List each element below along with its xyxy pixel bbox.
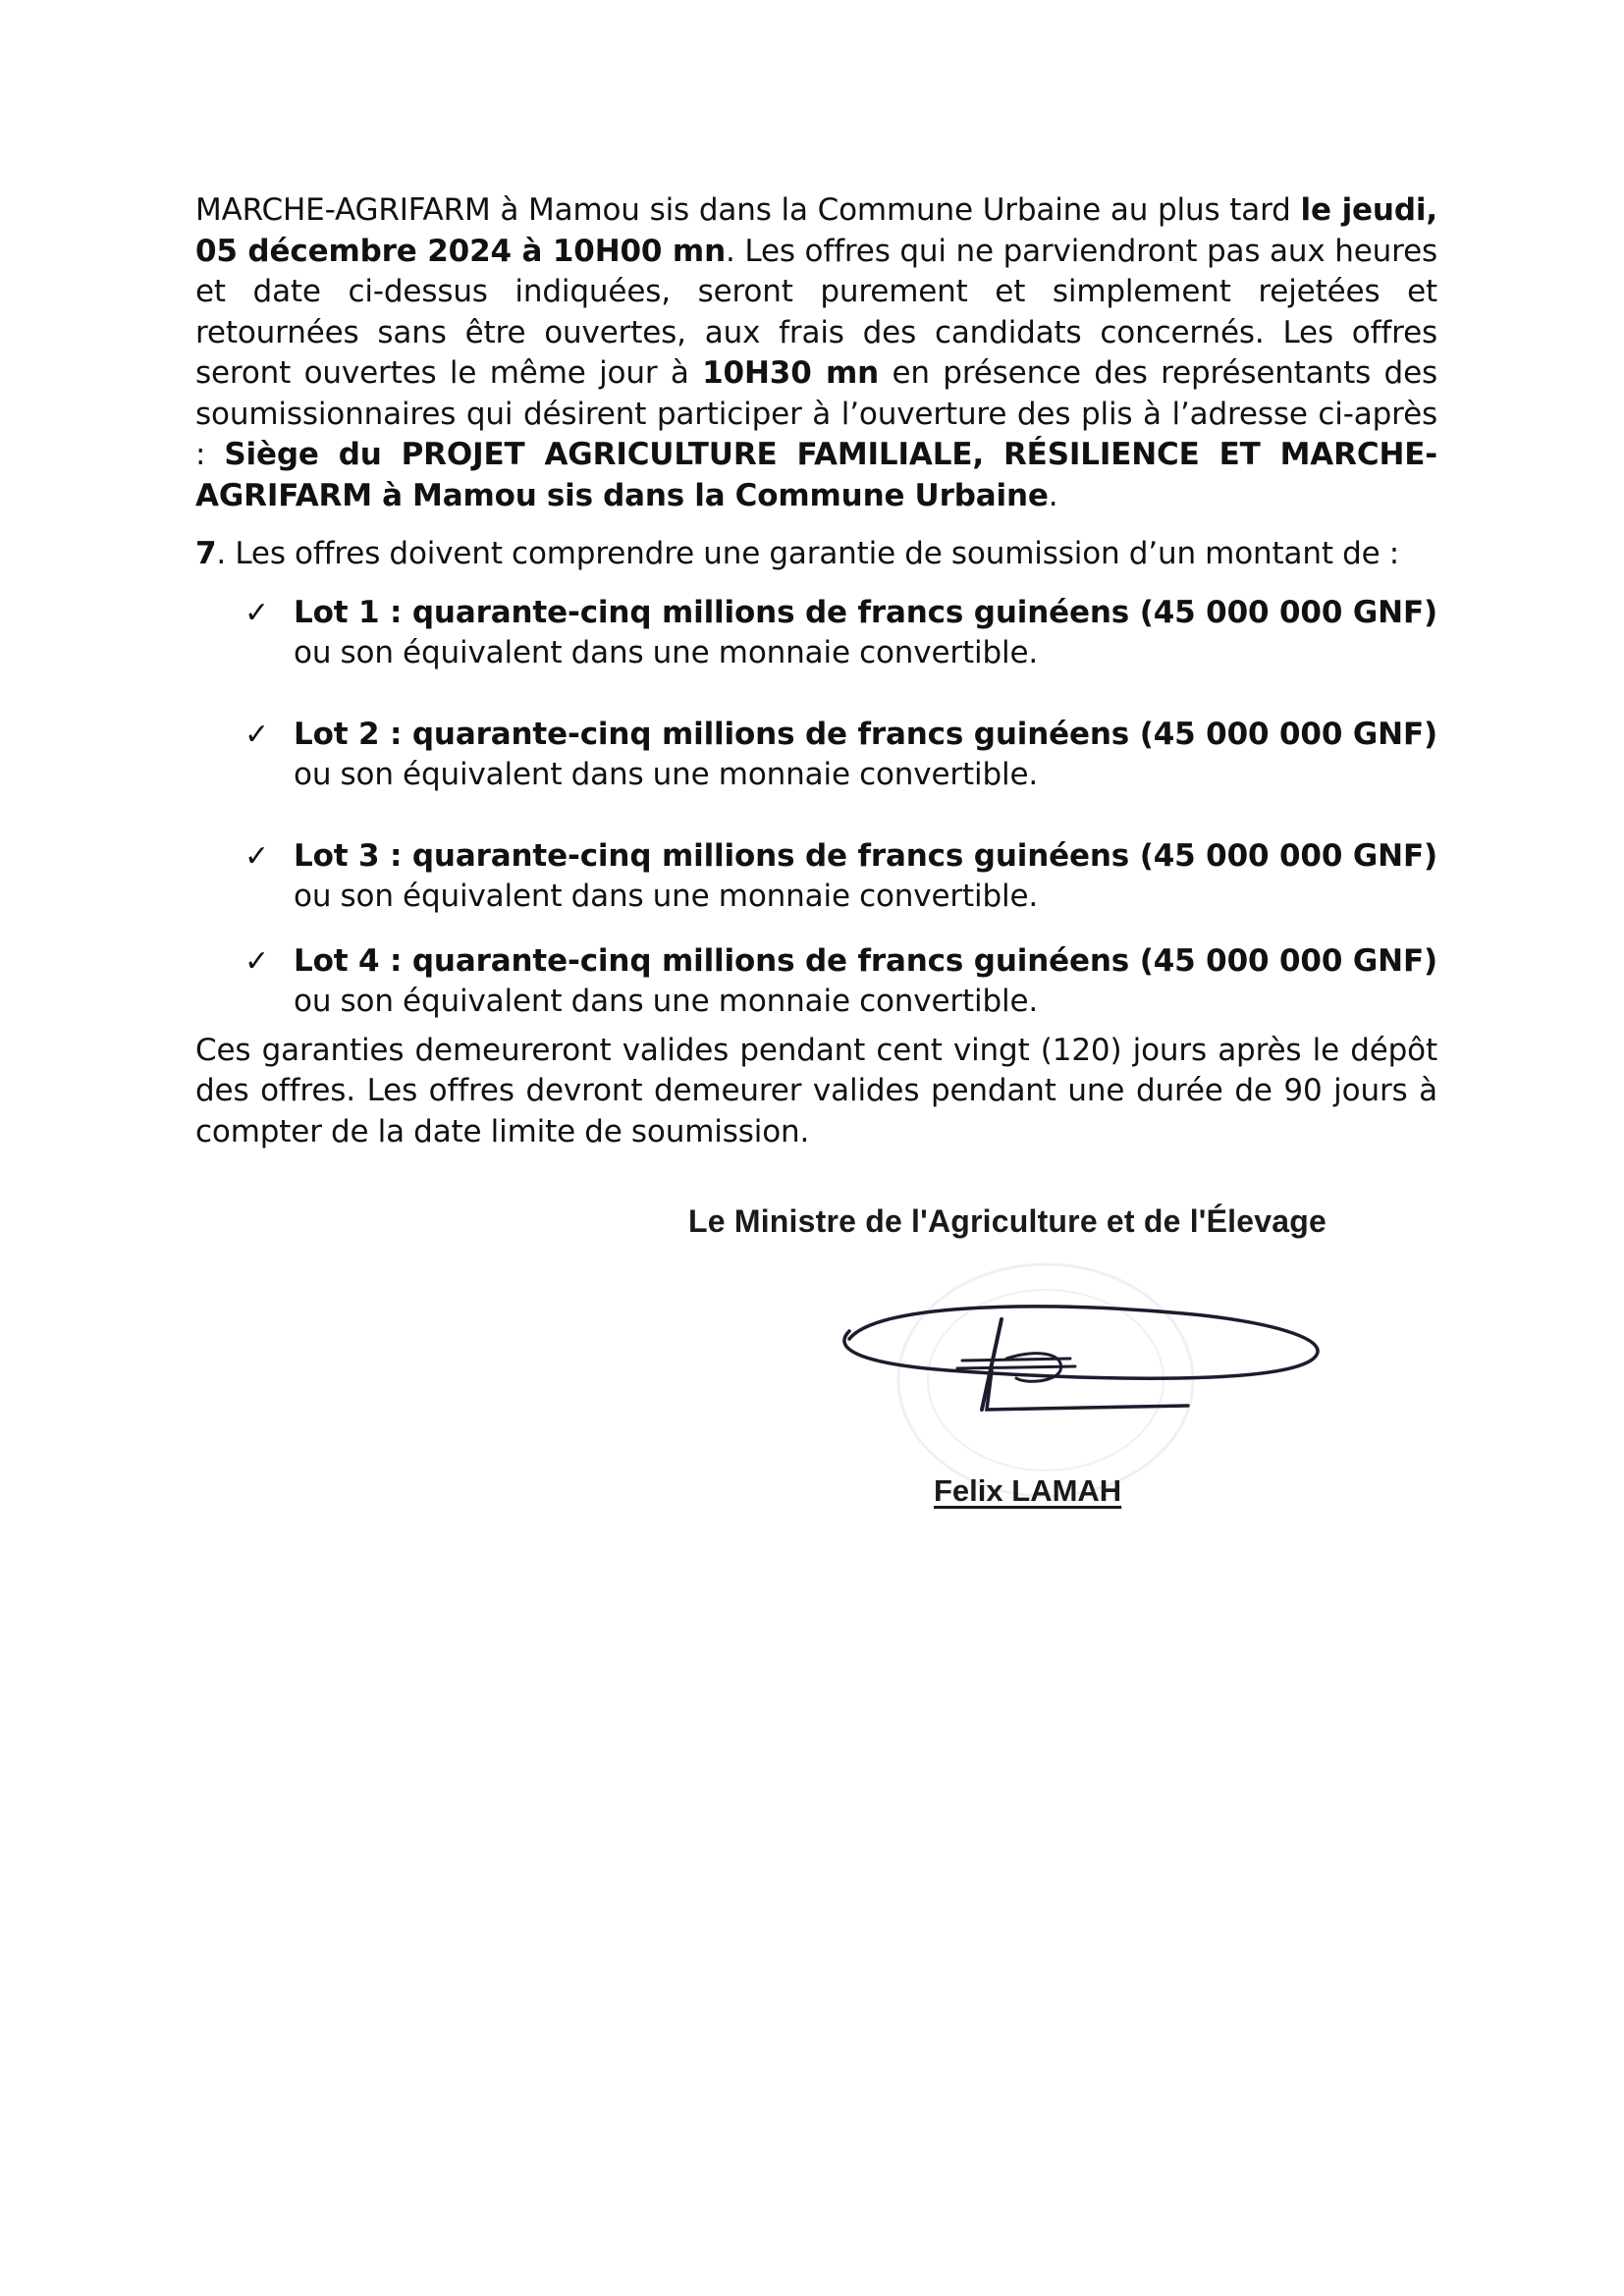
intro-paragraph bbox=[195, 190, 1437, 516]
intro-text-2: . Les offres qui ne parviendront pas aux heures et date ci-dessus indiquées, seront purement et simplement rejetées et retournées sans être ouvertes, aux frais des candidats concernés. Les offres seront ouvertes le même jour à bbox=[195, 233, 1437, 391]
intro-text-4: . bbox=[1048, 477, 1058, 513]
checkmark-icon: ✓ bbox=[244, 943, 270, 979]
intro-text-1: MARCHE-AGRIFARM à Mamou sis dans la Commune Urbaine au plus tard bbox=[195, 192, 1301, 228]
lot-amount: Lot 3 : quarante-cinq millions de francs guinéens (45 000 000 GNF) bbox=[294, 837, 1437, 874]
lot-amount: Lot 4 : quarante-cinq millions de francs guinéens (45 000 000 GNF) bbox=[294, 942, 1437, 979]
list-item-lot-3 bbox=[195, 836, 1437, 918]
lot-guarantee-list bbox=[195, 593, 1437, 1023]
closing-paragraph: Ces garanties demeureront valides pendant cent vingt (120) jours après le dépôt des offres. Les offres devront demeurer valides pendant une durée de 90 jours à compter de la date limite de soumission. bbox=[195, 1032, 1437, 1149]
lot-equivalent-text: ou son équivalent dans une monnaie convertible. bbox=[294, 757, 1039, 792]
checkmark-icon: ✓ bbox=[244, 717, 270, 752]
signature-block bbox=[682, 1203, 1350, 1527]
lot-amount: Lot 2 : quarante-cinq millions de francs guinéens (45 000 000 GNF) bbox=[294, 716, 1437, 752]
lot-equivalent-text: ou son équivalent dans une monnaie convertible. bbox=[294, 635, 1039, 670]
opening-address: Siège du PROJET AGRICULTURE FAMILIALE, RÉSILIENCE ET MARCHE-AGRIFARM à Mamou sis dans la Commune Urbaine bbox=[195, 437, 1438, 513]
checkmark-icon: ✓ bbox=[244, 838, 270, 874]
signatory-title: Le Ministre de l'Agriculture et de l'Élevage bbox=[688, 1203, 1326, 1239]
list-item-lot-1 bbox=[195, 593, 1437, 674]
section-7-text: . Les offres doivent comprendre une garantie de soumission d’un montant de : bbox=[216, 536, 1400, 571]
lot-equivalent-text: ou son équivalent dans une monnaie convertible. bbox=[294, 879, 1039, 914]
handwritten-signature bbox=[810, 1262, 1321, 1459]
document-body bbox=[195, 190, 1437, 1152]
checkmark-icon: ✓ bbox=[244, 595, 270, 630]
submission-deadline: le jeudi, 05 décembre 2024 à 10H00 mn bbox=[195, 192, 1437, 269]
list-item-lot-4 bbox=[195, 941, 1437, 1023]
intro-text-3: en présence des représentants des soumissionnaires qui désirent participer à l’ouverture des plis à l’adresse ci-après : bbox=[195, 355, 1438, 472]
opening-time: 10H30 mn bbox=[702, 355, 880, 391]
list-item-lot-2 bbox=[195, 715, 1437, 796]
lot-equivalent-text: ou son équivalent dans une monnaie convertible. bbox=[294, 984, 1039, 1019]
lot-amount: Lot 1 : quarante-cinq millions de francs guinéens (45 000 000 GNF) bbox=[294, 594, 1437, 630]
signatory-name: Felix LAMAH bbox=[934, 1473, 1122, 1508]
section-7-heading bbox=[195, 534, 1437, 575]
section-number: 7 bbox=[195, 536, 217, 571]
